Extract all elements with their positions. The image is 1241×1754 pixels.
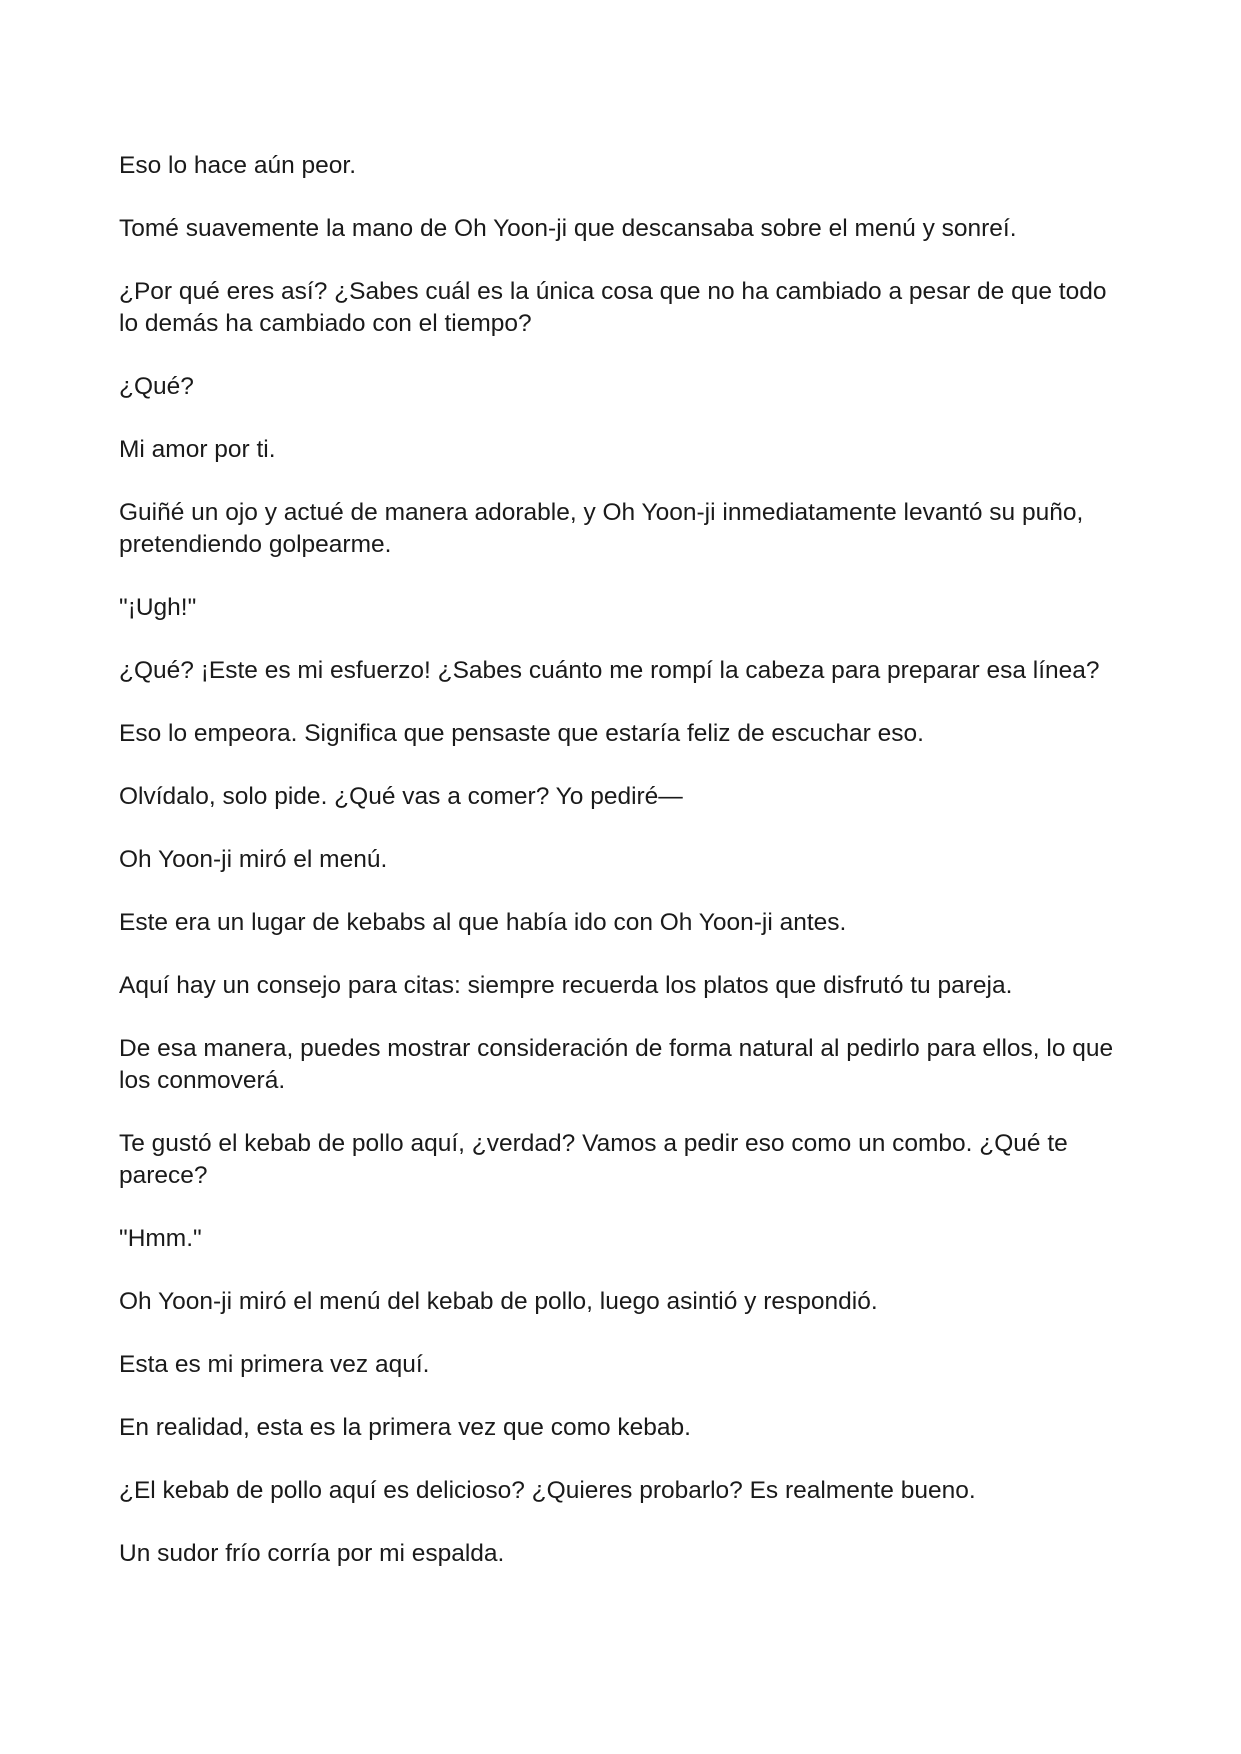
paragraph-17: Oh Yoon-ji miró el menú del kebab de pollo, luego asintió y respondió. — [119, 1288, 878, 1315]
paragraph-12: Este era un lugar de kebabs al que había ido con Oh Yoon-ji antes. — [119, 909, 847, 936]
paragraph-4: ¿Qué? — [119, 373, 194, 400]
paragraph-19: En realidad, esta es la primera vez que como kebab. — [119, 1414, 691, 1441]
paragraph-6: Guiñé un ojo y actué de manera adorable, y Oh Yoon-ji inmediatamente levantó su puño, pretendiendo golpearme. — [119, 499, 1084, 558]
paragraph-1: Eso lo hace aún peor. — [119, 152, 357, 179]
paragraph-16: "Hmm." — [119, 1225, 202, 1252]
document-body — [119, 150, 1129, 1601]
paragraph-21: Un sudor frío corría por mi espalda. — [119, 1540, 505, 1567]
paragraph-10: Olvídalo, solo pide. ¿Qué vas a comer? Yo pediré— — [119, 783, 683, 810]
paragraph-2: Tomé suavemente la mano de Oh Yoon-ji que descansaba sobre el menú y sonreí. — [119, 215, 1017, 242]
paragraph-15: Te gustó el kebab de pollo aquí, ¿verdad? Vamos a pedir eso como un combo. ¿Qué te parece? — [119, 1130, 1068, 1189]
paragraph-13: Aquí hay un consejo para citas: siempre recuerda los platos que disfrutó tu pareja. — [119, 972, 1013, 999]
paragraph-5: Mi amor por ti. — [119, 436, 276, 463]
paragraph-11: Oh Yoon-ji miró el menú. — [119, 846, 388, 873]
paragraph-3: ¿Por qué eres así? ¿Sabes cuál es la única cosa que no ha cambiado a pesar de que todo lo demás ha cambiado con el tiempo? — [119, 278, 1107, 337]
paragraph-18: Esta es mi primera vez aquí. — [119, 1351, 430, 1378]
paragraph-9: Eso lo empeora. Significa que pensaste que estaría feliz de escuchar eso. — [119, 720, 924, 747]
paragraph-20: ¿El kebab de pollo aquí es delicioso? ¿Quieres probarlo? Es realmente bueno. — [119, 1477, 976, 1504]
paragraph-7: "¡Ugh!" — [119, 594, 197, 621]
paragraph-14: De esa manera, puedes mostrar consideración de forma natural al pedirlo para ellos, lo que los conmoverá. — [119, 1035, 1114, 1094]
paragraph-8: ¿Qué? ¡Este es mi esfuerzo! ¿Sabes cuánto me rompí la cabeza para preparar esa línea? — [119, 657, 1100, 684]
